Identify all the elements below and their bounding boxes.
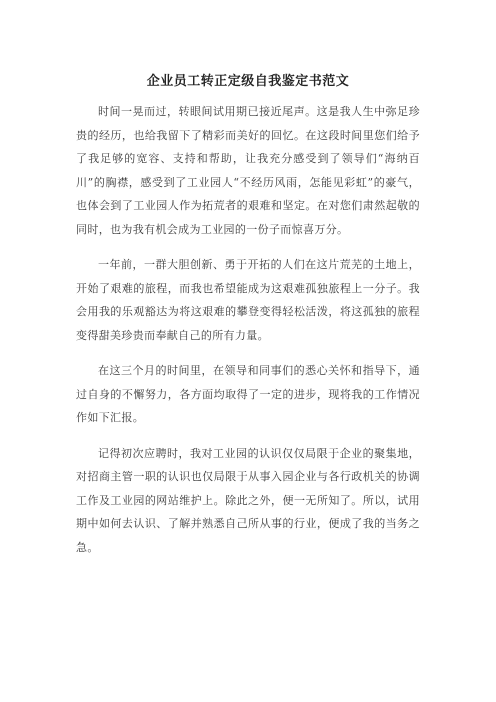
paragraph: 在这三个月的时间里，在领导和同事们的悉心关怀和指导下，通过自身的不懈努力，各方面均取得了一定的进步，现将我的工作情况作如下汇报。: [76, 364, 420, 424]
paragraph: 一年前，一群大胆创新、勇于开拓的人们在这片荒芜的土地上，开始了艰难的旅程，而我也希望能成为这艰难孤独旅程上一分子。我会用我的乐观豁达为将这艰难的攀登变得轻松活泼，将这孤独的旅程变得甜美珍贵而奉献自己的所有力量。: [76, 258, 420, 342]
paragraph: 记得初次应聘时，我对工业园的认识仅仅局限于企业的聚集地，对招商主管一职的认识也仅局限于从事入园企业与各行政机关的协调工作及工业园的网站维护上。除此之外，便一无所知了。所以，试用期中如何去认识、了解并熟悉自己所从事的行业，便成了我的当务之急。: [76, 446, 420, 554]
document-title: 企业员工转正定级自我鉴定书范文: [146, 74, 350, 89]
document-body: [76, 100, 420, 571]
paragraph: 时间一晃而过，转眼间试用期已接近尾声。这是我人生中弥足珍贵的经历，也给我留下了精彩而美好的回忆。在这段时间里您们给予了我足够的宽容、支持和帮助，让我充分感受到了领导们“海纳百川”的胸襟，感受到了工业园人“不经历风雨，怎能见彩虹”的豪气，也体会到了工业园人作为拓荒者的艰难和坚定。在对您们肃然起敬的同时，也为我有机会成为工业园的一份子而惊喜万分。: [76, 105, 420, 236]
